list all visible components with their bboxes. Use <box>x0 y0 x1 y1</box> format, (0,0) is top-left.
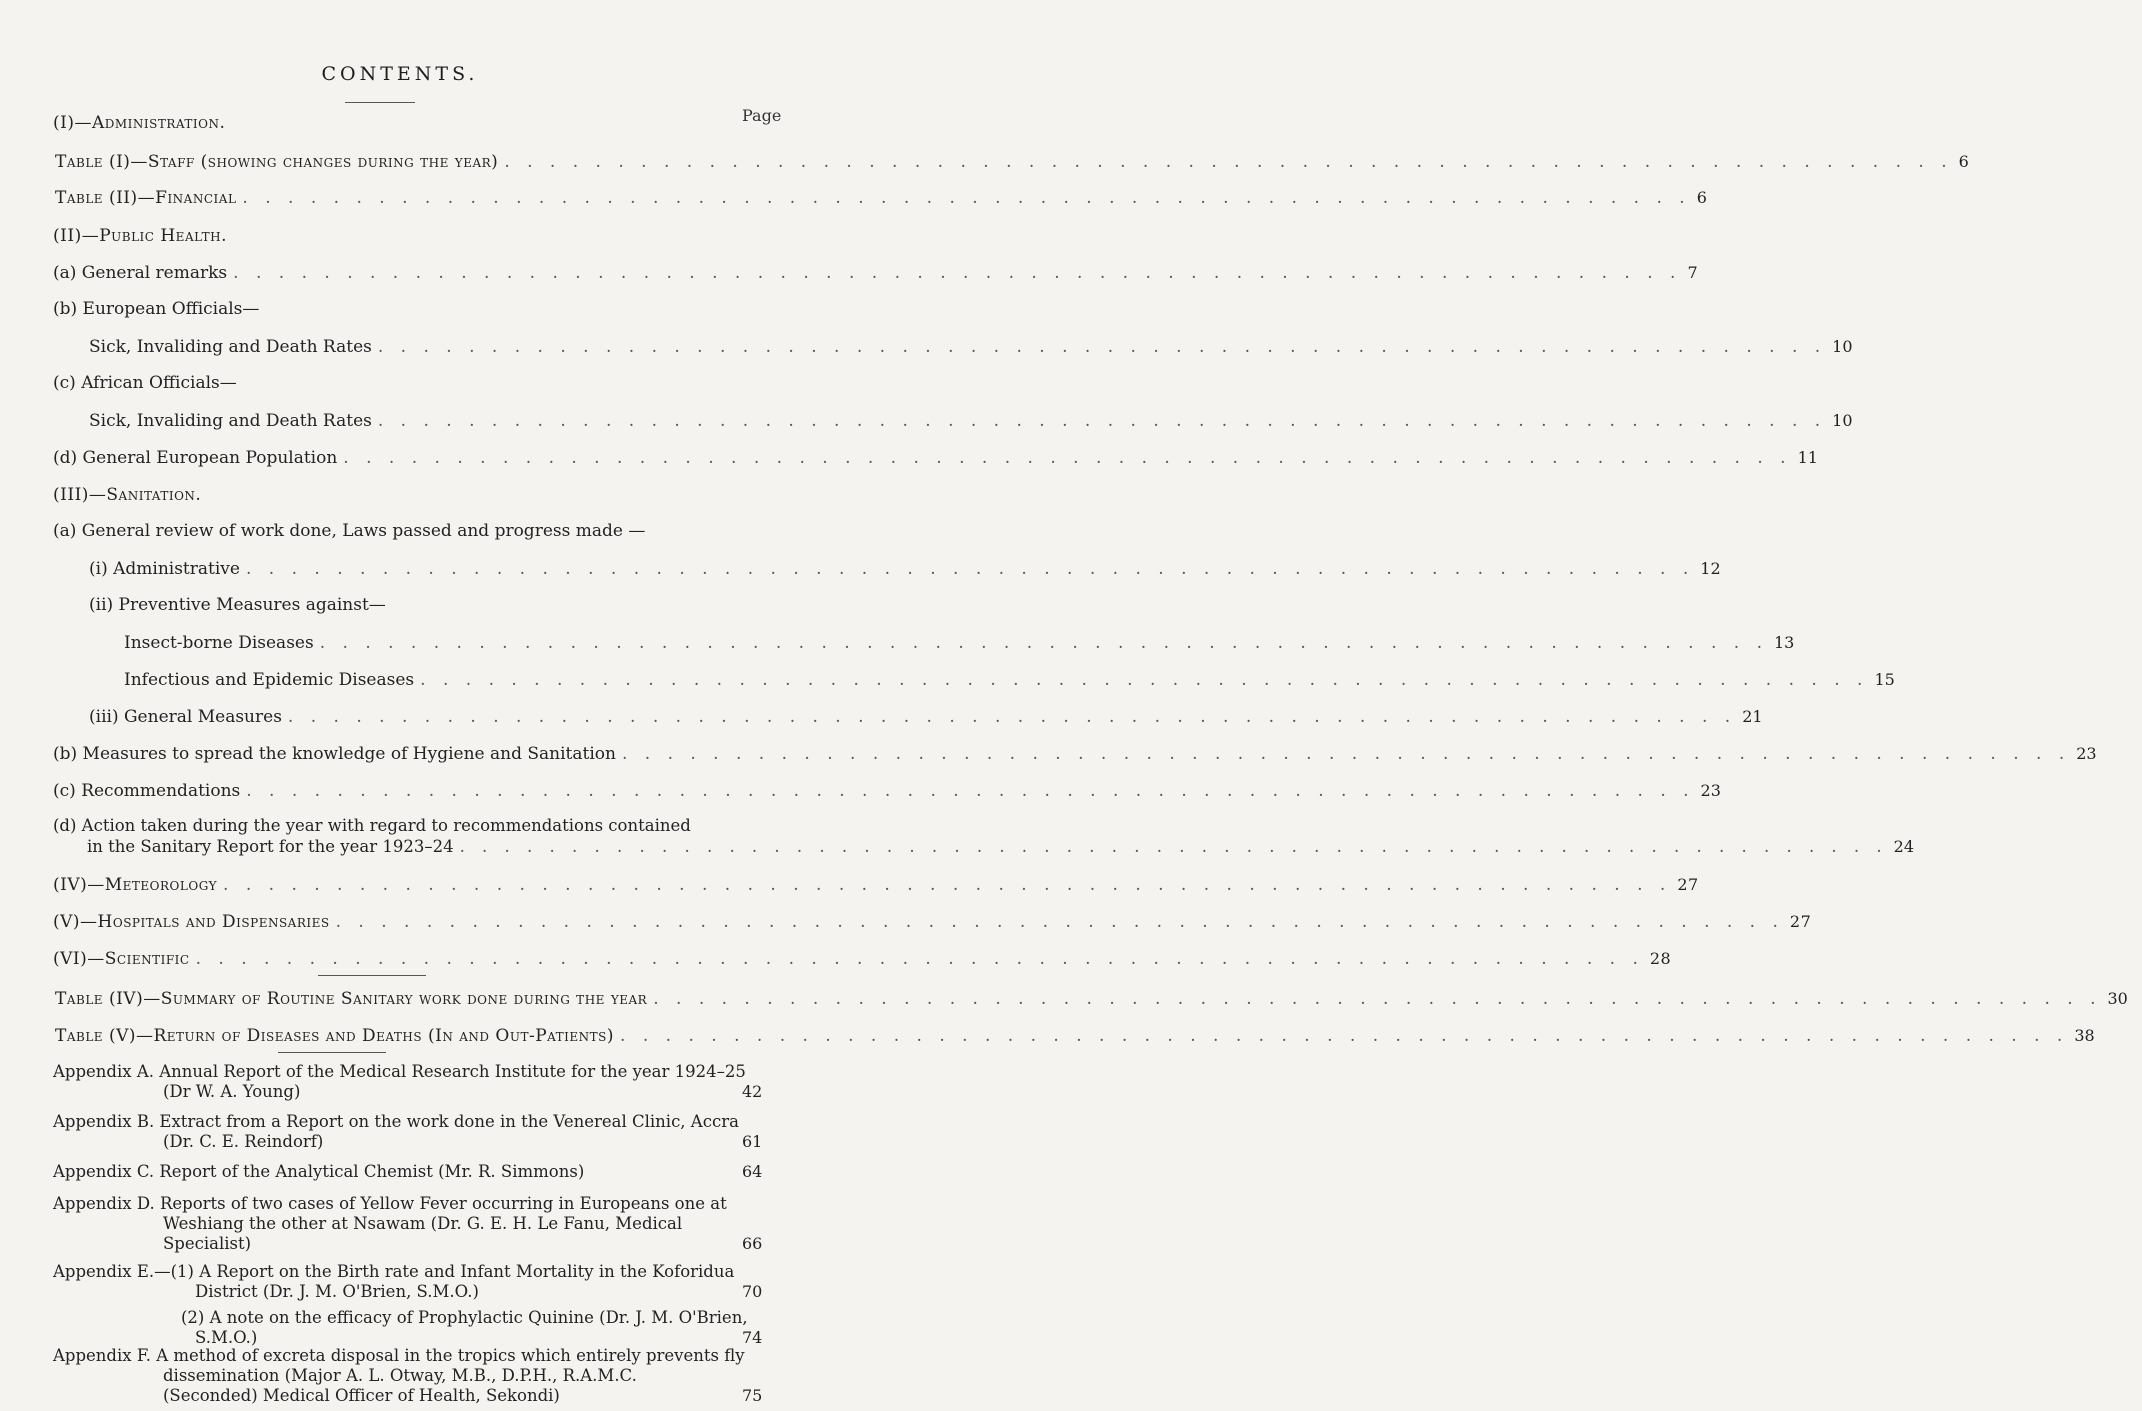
toc-entry: (d) General European Population . . . . . . . . . . . . . . . . . . . . . . . . . . . . . . . . . . . . . . . . . . . . . . . . . . . . . . . . . . . . . . . . 11 <box>53 448 1818 468</box>
title-rule <box>345 102 415 103</box>
toc-entry: Infectious and Epidemic Diseases . . . . . . . . . . . . . . . . . . . . . . . . . . . . . . . . . . . . . . . . . . . . . . . . . . . . . . . . . . . . . . . . 15 <box>124 670 1895 690</box>
toc-entry: (b) Measures to spread the knowledge of Hygiene and Sanitation . . . . . . . . . . . . . . . . . . . . . . . . . . . . . . . . . . . . . . . . . . . . . . . . . . . . . . . . . . . . . . . . 23 <box>53 744 2097 764</box>
toc-entry: (d) Action taken during the year with regard to recommendations contained <box>53 816 691 835</box>
toc-entry: (VI)—Scientific . . . . . . . . . . . . . . . . . . . . . . . . . . . . . . . . . . . . . . . . . . . . . . . . . . . . . . . . . . . . . . . . 28 <box>53 949 1672 969</box>
appendix-entry: Appendix A. Annual Report of the Medical Research Institute for the year 1924–25 (Dr W. A. Young) 42 <box>53 1062 763 1101</box>
separator-rule <box>318 975 426 976</box>
toc-entry: Sick, Invaliding and Death Rates . . . . . . . . . . . . . . . . . . . . . . . . . . . . . . . . . . . . . . . . . . . . . . . . . . . . . . . . . . . . . . . . 10 <box>89 337 1853 357</box>
appendix-entry: Appendix E.—(1) A Report on the Birth rate and Infant Mortality in the Koforidua District (Dr. J. M. O'Brien, S.M.O.) 70 <box>53 1262 763 1301</box>
appendix-entry: (2) A note on the efficacy of Prophylactic Quinine (Dr. J. M. O'Brien, S.M.O.) 74 <box>181 1308 763 1347</box>
toc-entry: (II)—Public Health. <box>53 226 227 246</box>
toc-entry: Table (V)—Return of Diseases and Deaths (In and Out-Patients) . . . . . . . . . . . . . . . . . . . . . . . . . . . . . . . . . . . . . . . . . . . . . . . . . . . . . . . . . . . . . . . . 38 <box>55 1026 2095 1046</box>
toc-entry: (III)—Sanitation. <box>53 485 202 505</box>
toc-entry: (c) Recommendations . . . . . . . . . . . . . . . . . . . . . . . . . . . . . . . . . . . . . . . . . . . . . . . . . . . . . . . . . . . . . . . . 23 <box>53 781 1721 801</box>
page-column-header: Page <box>742 106 782 125</box>
appendix-entry: Appendix F. A method of excreta disposal in the tropics which entirely prevents fly dissemination (Major A. L. Otway, M.B., D.P.H., R.A.M.C. (Seconded) Medical Officer of Health, Sekondi) 75 <box>53 1346 763 1405</box>
toc-entry: Table (II)—Financial . . . . . . . . . . . . . . . . . . . . . . . . . . . . . . . . . . . . . . . . . . . . . . . . . . . . . . . . . . . . . . . . 6 <box>55 188 1708 208</box>
toc-entry: Table (I)—Staff (showing changes during the year) . . . . . . . . . . . . . . . . . . . . . . . . . . . . . . . . . . . . . . . . . . . . . . . . . . . . . . . . . . . . . . . . 6 <box>55 152 1970 172</box>
appendix-entry: Appendix C. Report of the Analytical Chemist (Mr. R. Simmons) 64 <box>53 1162 763 1181</box>
toc-entry: (IV)—Meteorology . . . . . . . . . . . . . . . . . . . . . . . . . . . . . . . . . . . . . . . . . . . . . . . . . . . . . . . . . . . . . . . . 27 <box>53 875 1699 895</box>
appendix-entry: Appendix B. Extract from a Report on the work done in the Venereal Clinic, Accra (Dr. C. E. Reindorf) 61 <box>53 1112 763 1151</box>
separator-rule <box>278 1052 386 1053</box>
toc-entry: (I)—Administration. <box>53 113 226 133</box>
toc-entry: in the Sanitary Report for the year 1923–24 . . . . . . . . . . . . . . . . . . . . . . . . . . . . . . . . . . . . . . . . . . . . . . . . . . . . . . . . . . . . . . . . 24 <box>87 837 1915 856</box>
toc-entry: (ii) Preventive Measures against— <box>89 595 386 615</box>
toc-entry: (iii) General Measures . . . . . . . . . . . . . . . . . . . . . . . . . . . . . . . . . . . . . . . . . . . . . . . . . . . . . . . . . . . . . . . . 21 <box>89 707 1763 727</box>
toc-entry: (a) General review of work done, Laws passed and progress made — <box>53 521 646 541</box>
page-title: CONTENTS. <box>321 63 479 85</box>
toc-entry: Table (IV)—Summary of Routine Sanitary work done during the year . . . . . . . . . . . . . . . . . . . . . . . . . . . . . . . . . . . . . . . . . . . . . . . . . . . . . . . . . . . . . . . . 30 <box>55 989 2128 1009</box>
toc-entry: Insect-borne Diseases . . . . . . . . . . . . . . . . . . . . . . . . . . . . . . . . . . . . . . . . . . . . . . . . . . . . . . . . . . . . . . . . 13 <box>124 633 1795 653</box>
toc-entry: (V)—Hospitals and Dispensaries . . . . . . . . . . . . . . . . . . . . . . . . . . . . . . . . . . . . . . . . . . . . . . . . . . . . . . . . . . . . . . . . 27 <box>53 912 1812 932</box>
toc-entry: (i) Administrative . . . . . . . . . . . . . . . . . . . . . . . . . . . . . . . . . . . . . . . . . . . . . . . . . . . . . . . . . . . . . . . . 12 <box>89 559 1721 579</box>
toc-entry: Sick, Invaliding and Death Rates . . . . . . . . . . . . . . . . . . . . . . . . . . . . . . . . . . . . . . . . . . . . . . . . . . . . . . . . . . . . . . . . 10 <box>89 411 1853 431</box>
toc-entry: (c) African Officials— <box>53 373 237 393</box>
toc-entry: (a) General remarks . . . . . . . . . . . . . . . . . . . . . . . . . . . . . . . . . . . . . . . . . . . . . . . . . . . . . . . . . . . . . . . . 7 <box>53 263 1698 283</box>
toc-entry: (b) European Officials— <box>53 299 260 319</box>
appendix-entry: Appendix D. Reports of two cases of Yellow Fever occurring in Europeans one at Weshiang the other at Nsawam (Dr. G. E. H. Le Fanu, Medical Specialist) 66 <box>53 1194 763 1253</box>
